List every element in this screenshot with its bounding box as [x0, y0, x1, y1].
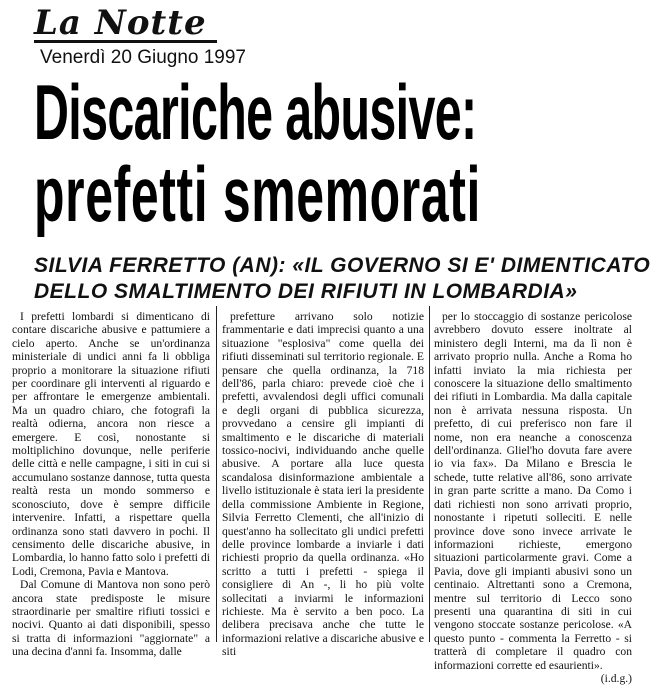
article-column-2: [222, 310, 424, 659]
subheadline-line-1: SILVIA FERRETTO (AN): «IL GOVERNO SI E' DIMENTICATO: [34, 254, 650, 277]
author-signature: (i.d.g.): [600, 671, 632, 685]
article-paragraph: prefetture arrivano solo notizie frammentarie e dati imprecisi quanto a una situazione "esplosiva" come quella dei rifiuti disseminati sul territorio regionale. E pensare che quella ordinanza, la 718 dell'86, parla chiaro: prevede cioè che i prefetti, avvalendosi degli uffici comunali e degli organi di pubblica sicurezza, provvedano a censire gli impianti di smaltimento e le discariche di materiali tossico-nocivi, individuando anche quelle abusive. A portare alla luce questa scandalosa disinformazione ambientale a livello istituzionale è stata ieri la presidente della commissione Ambiente in Regione, Silvia Ferretto Clementi, che all'inizio di quest'anno ha sollecitato gli undici prefetti delle province lombarde a inviarle i dati richiesti proprio da quella ordinanza. «Ho scritto a tutti i prefetti - spiega il consigliere di An -, li ho più volte sollecitati a inviarmi le informazioni richieste. Ma è servito a ben poco. La delibera precisava anche che tutte le informazioni relative a discariche abusive e siti: [222, 310, 424, 659]
column-divider: [429, 306, 430, 642]
masthead-logo: La Notte: [34, 6, 217, 43]
article-paragraph: Dal Comune di Mantova non sono però ancora state predisposte le misure straordinarie per smaltire rifiuti tossici e nocivi. Quanto ai dati disponibili, spesso si tratta di informazioni "aggiornate" a una decina d'anni fa. Insomma, dalle: [12, 578, 210, 659]
article-paragraph: I prefetti lombardi si dimenticano di contare discariche abusive e pattumiere a cielo aperto. Anche se un'ordinanza ministeriale di undici anni fa li obbliga proprio a monitorare la situazione rifiuti per coordinare gli interventi al riguardo e per affrontare le emergenze ambientali. Ma un quadro chiaro, che fotografi la realtà odierna, ancora non riesce a emergere. E così, nonostante si moltiplichino dovunque, nelle periferie delle città e nelle campagne, i siti in cui si accumulano sostanze dannose, tutta questa realtà resta un mondo sommerso e sconosciuto, dove è sempre difficile intervenire. Infatti, a rispettare quella ordinanza sono stati davvero in pochi. Il censimento delle discariche abusive, in Lombardia, lo hanno fatto solo i prefetti di Lodi, Cremona, Pavia e Mantova.: [12, 310, 210, 578]
subheadline-line-2: DELLO SMALTIMENTO DEI RIFIUTI IN LOMBARDIA»: [34, 280, 578, 303]
dateline: Venerdì 20 Giugno 1997: [40, 47, 247, 68]
column-divider: [216, 306, 217, 642]
article-paragraph: per lo stoccaggio di sostanze pericolose avrebbero dovuto essere inoltrate al ministero degli Interni, ma da lì non è arrivato proprio nulla. Anche a Roma ho infatti inviato la mia richiesta per conoscere la situazione dello smaltimento dei rifiuti in Lombardia. Ma dalla capitale non è arrivata nessuna risposta. Un prefetto, di cui preferisco non fare il nome, non era neanche a conoscenza dell'ordinanza. Gliel'ho dovuta fare avere io via fax». Da Milano e Brescia le schede, tutte relative all'86, sono arrivate in gran parte scritte a mano. Da Como i dati richiesti non sono arrivati proprio, nonostante i ripetuti solleciti. E nelle province dove sono invece arrivate le informazioni richieste, emergono situazioni particolarmente gravi. Come a Pavia, dove gli impianti abusivi sono un centinaio. Altrettanti sono a Cremona, mentre sul territorio di Lecco sono presenti una quarantina di siti in cui vengono stoccate sostanze pericolose. «A questo punto - commenta la Ferretto - si tratterà di completare il quadro con informazioni corrette ed esaurienti».: [434, 310, 632, 672]
headline-line-1: Discariche abusive:: [34, 68, 477, 156]
article-column-3: [434, 310, 632, 685]
article-column-1: [12, 310, 210, 659]
headline-line-2: prefetti smemorati: [34, 150, 482, 238]
